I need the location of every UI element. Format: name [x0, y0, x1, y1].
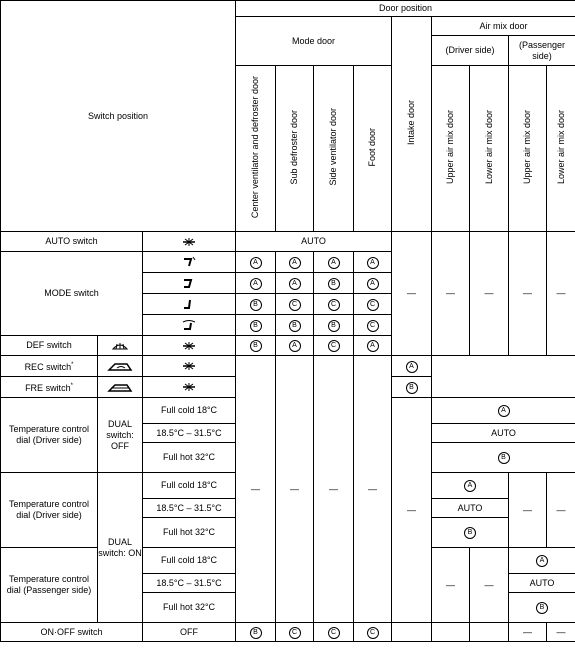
mode-value: C — [367, 299, 379, 311]
full-hot: Full hot 32°C — [143, 518, 236, 548]
auto-indicator-icon — [143, 377, 236, 398]
vent-mode-icon — [143, 252, 236, 273]
auto-indicator-icon — [143, 232, 236, 252]
intake-door-header: Intake door — [392, 17, 432, 232]
air-mix-value: A — [464, 480, 476, 492]
full-hot: Full hot 32°C — [143, 443, 236, 473]
mode-value: C — [289, 299, 301, 311]
mode-value: B — [250, 320, 262, 332]
auto-value: AUTO — [432, 499, 509, 518]
dual-off-label: DUAL switch: OFF — [98, 398, 143, 473]
mode-value: A — [250, 278, 262, 290]
mode-value: B — [250, 627, 262, 639]
auto-value: AUTO — [432, 424, 575, 443]
mode-value: A — [250, 257, 262, 269]
dash-cell: — — [314, 356, 354, 623]
defroster-icon — [98, 336, 143, 356]
intake-value: A — [406, 361, 418, 373]
col-header: Sub defroster door — [276, 66, 314, 232]
air-mix-value: B — [536, 602, 548, 614]
mode-value: C — [367, 627, 379, 639]
dash-cell: — — [354, 356, 392, 623]
blank-cell — [392, 623, 432, 642]
fresh-air-icon — [98, 377, 143, 398]
temp-driver-label: Temperature control dial (Driver side) — [1, 398, 98, 473]
mode-value: C — [328, 340, 340, 352]
auto-value: AUTO — [236, 232, 392, 252]
col-header: Upper air mix door — [509, 66, 547, 232]
mode-value: A — [367, 257, 379, 269]
mode-value: A — [328, 257, 340, 269]
dash-cell: — — [470, 548, 509, 623]
temp-passenger-label: Temperature control dial (Passenger side) — [1, 548, 98, 623]
full-cold: Full cold 18°C — [143, 548, 236, 574]
onoff-switch-label: ON·OFF switch — [1, 623, 143, 642]
full-cold: Full cold 18°C — [143, 398, 236, 424]
door-position-header: Door position — [236, 1, 575, 17]
auto-indicator-icon — [143, 356, 236, 377]
dash-cell: — — [470, 232, 509, 356]
air-mix-door-header: Air mix door — [432, 17, 575, 36]
dash-cell: — — [432, 232, 470, 356]
col-header: Side ventilator door — [314, 66, 354, 232]
switch-position-header: Switch position — [1, 1, 236, 232]
mode-value: C — [328, 627, 340, 639]
dual-on-label: DUAL switch: ON — [98, 473, 143, 623]
dash-cell: — — [432, 548, 470, 623]
col-header: Foot door — [354, 66, 392, 232]
bi-level-mode-icon — [143, 273, 236, 294]
mode-value: A — [367, 340, 379, 352]
air-mix-value: B — [464, 527, 476, 539]
mode-value: C — [328, 299, 340, 311]
mode-value: B — [250, 340, 262, 352]
col-header: Lower air mix door — [470, 66, 509, 232]
dash-cell: — — [509, 232, 547, 356]
temp-range: 18.5°C – 31.5°C — [143, 574, 236, 593]
dash-cell: — — [547, 473, 575, 548]
mode-value: B — [328, 320, 340, 332]
auto-indicator-icon — [143, 336, 236, 356]
driver-side-header: (Driver side) — [432, 36, 509, 66]
mode-value: A — [289, 257, 301, 269]
dash-cell: — — [547, 232, 575, 356]
mode-value: A — [289, 340, 301, 352]
dash-cell: — — [276, 356, 314, 623]
mode-value: C — [289, 627, 301, 639]
mode-value: C — [367, 320, 379, 332]
dash-cell: — — [547, 623, 575, 642]
col-header: Center ventilator and defroster door — [236, 66, 276, 232]
dash-cell: — — [509, 473, 547, 548]
col-header: Upper air mix door — [432, 66, 470, 232]
foot-defrost-mode-icon — [143, 315, 236, 336]
mode-door-header: Mode door — [236, 17, 392, 66]
full-hot: Full hot 32°C — [143, 593, 236, 623]
rec-switch-label: REC switch* — [1, 356, 98, 377]
auto-value: AUTO — [509, 574, 575, 593]
def-switch-label: DEF switch — [1, 336, 98, 356]
foot-mode-icon — [143, 294, 236, 315]
mode-switch-label: MODE switch — [1, 252, 143, 336]
intake-value: B — [406, 382, 418, 394]
air-mix-value: A — [536, 555, 548, 567]
col-header: Lower air mix door — [547, 66, 575, 232]
passenger-side-header: (Passenger side) — [509, 36, 575, 66]
temp-range: 18.5°C – 31.5°C — [143, 424, 236, 443]
dash-cell: — — [392, 232, 432, 356]
off-value: OFF — [143, 623, 236, 642]
auto-switch-label: AUTO switch — [1, 232, 143, 252]
temp-driver-label: Temperature control dial (Driver side) — [1, 473, 98, 548]
air-mix-value: B — [498, 452, 510, 464]
dash-cell: — — [509, 623, 547, 642]
mode-value: A — [289, 278, 301, 290]
mode-value: B — [328, 278, 340, 290]
mode-value: B — [289, 320, 301, 332]
recirculation-icon — [98, 356, 143, 377]
air-mix-value: A — [498, 405, 510, 417]
temp-range: 18.5°C – 31.5°C — [143, 499, 236, 518]
blank-cell — [432, 356, 575, 398]
mode-value: B — [250, 299, 262, 311]
full-cold: Full cold 18°C — [143, 473, 236, 499]
dash-cell: — — [236, 356, 276, 623]
fre-switch-label: FRE switch* — [1, 377, 98, 398]
mode-value: A — [367, 278, 379, 290]
blank-cell — [470, 623, 509, 642]
dash-cell: — — [392, 398, 432, 623]
blank-cell — [432, 623, 470, 642]
